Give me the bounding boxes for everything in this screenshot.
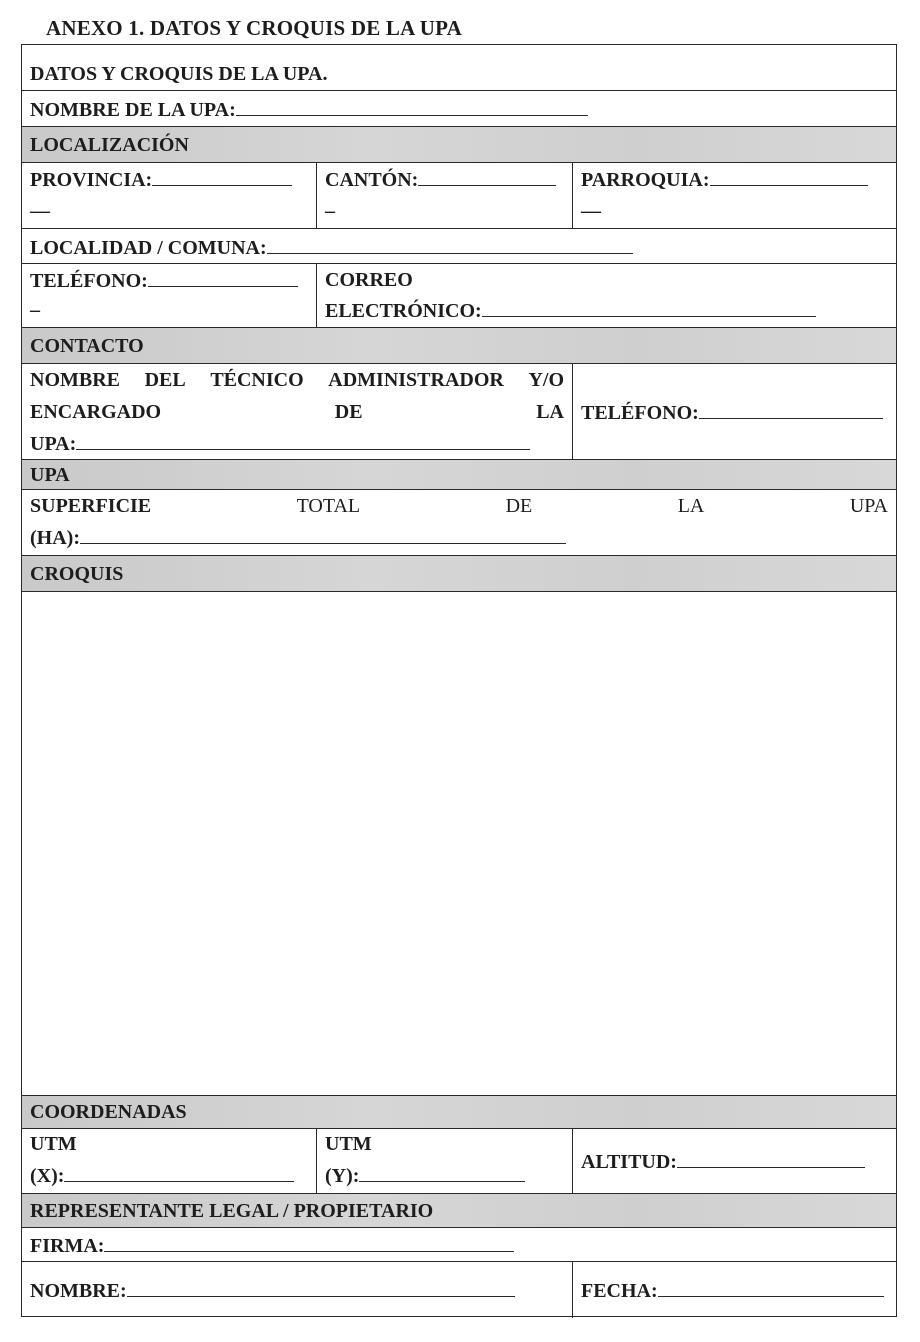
tecnico-word: NOMBRE [30,369,120,391]
croquis-area[interactable] [22,592,896,1096]
utm-y-cell [316,1129,572,1193]
utm-y-label-2: (Y): [325,1165,360,1187]
parroquia-dash: — [581,200,601,222]
section-contacto [22,328,896,364]
superficie-word: UPA [849,495,888,517]
utm-x-label-1: UTM [30,1133,77,1155]
section-coordenadas-label: COORDENADAS [30,1101,187,1123]
altitud-field[interactable] [677,1149,865,1168]
nombre-fecha-row [22,1262,896,1318]
section-croquis [22,556,896,592]
tecnico-word: Y/O [528,369,564,391]
provincia-label: PROVINCIA: [30,169,153,191]
tecnico-word: ENCARGADO [30,401,162,423]
form-header: DATOS Y CROQUIS DE LA UPA. [30,63,328,85]
parroquia-cell [572,163,896,228]
tecnico-word: TÉCNICO [210,369,304,391]
utm-x-field[interactable] [64,1163,294,1182]
tecnico-field[interactable] [76,431,530,450]
section-localizacion [22,127,896,163]
correo-cell [316,264,896,327]
nombre-label: NOMBRE: [30,1280,127,1302]
correo-label-2: ELECTRÓNICO: [325,300,482,322]
provincia-field[interactable] [152,167,292,186]
localidad-field[interactable] [267,235,633,254]
localidad-label: LOCALIDAD / COMUNA: [30,237,267,259]
superficie-word: TOTAL [296,495,361,517]
firma-field[interactable] [104,1233,514,1252]
tecnico-word: DE [334,401,363,423]
section-upa-label: UPA [30,464,70,486]
contacto-telefono-cell [572,364,896,459]
superficie-line-1 [30,494,888,518]
tecnico-word: ADMINISTRADOR [328,369,504,391]
nombre-field[interactable] [127,1278,515,1297]
altitud-label: ALTITUD: [581,1151,677,1173]
form-header-row [22,45,896,91]
telefono-field[interactable] [148,268,298,287]
section-upa [22,460,896,490]
fecha-cell [572,1262,896,1318]
canton-field[interactable] [418,167,556,186]
tecnico-row [22,364,896,460]
section-contacto-label: CONTACTO [30,335,144,357]
nombre-upa-field[interactable] [236,97,588,116]
superficie-field[interactable] [80,525,566,544]
utm-x-cell [22,1129,316,1193]
tecnico-word: DEL [144,369,186,391]
canton-dash: – [325,200,335,222]
provincia-dash: — [30,200,50,222]
page-title: ANEXO 1. DATOS Y CROQUIS DE LA UPA [46,16,462,40]
utm-y-field[interactable] [359,1163,525,1182]
localidad-row [22,229,896,264]
fecha-label: FECHA: [581,1280,658,1302]
fecha-field[interactable] [658,1278,884,1297]
correo-label-1: CORREO [325,269,413,291]
tecnico-line-3: UPA: [30,433,77,455]
telefono-correo-row [22,264,896,328]
tecnico-line-2 [30,400,564,424]
parroquia-field[interactable] [710,167,868,186]
provincia-cell [22,163,316,228]
telefono-cell [22,264,316,327]
nombre-upa-label: NOMBRE DE LA UPA: [30,99,236,121]
utm-x-label-2: (X): [30,1165,65,1187]
superficie-word: SUPERFICIE [30,495,152,517]
telefono-label: TELÉFONO: [30,270,148,292]
canton-cell [316,163,572,228]
section-localizacion-label: LOCALIZACIÓN [30,134,189,156]
coordenadas-row [22,1129,896,1194]
section-coordenadas [22,1096,896,1129]
utm-y-label-1: UTM [325,1133,372,1155]
upa-form [21,44,897,1317]
superficie-row [22,490,896,556]
nombre-cell [22,1262,572,1318]
contacto-telefono-field[interactable] [699,400,883,419]
canton-label: CANTÓN: [325,169,419,191]
superficie-word: LA [677,495,705,517]
superficie-word: DE [505,495,533,517]
correo-field[interactable] [482,298,816,317]
superficie-line-2: (HA): [30,527,80,549]
contacto-telefono-label: TELÉFONO: [581,402,699,424]
parroquia-label: PARROQUIA: [581,169,710,191]
tecnico-cell [22,364,572,459]
tecnico-word: LA [536,401,564,423]
firma-row [22,1228,896,1262]
section-croquis-label: CROQUIS [30,563,124,585]
nombre-upa-row [22,91,896,127]
firma-label: FIRMA: [30,1235,105,1257]
altitud-cell [572,1129,896,1193]
tecnico-line-1 [30,368,564,392]
telefono-dash: – [30,299,40,321]
section-representante-label: REPRESENTANTE LEGAL / PROPIETARIO [30,1200,434,1222]
section-representante [22,1194,896,1228]
location-row [22,163,896,229]
